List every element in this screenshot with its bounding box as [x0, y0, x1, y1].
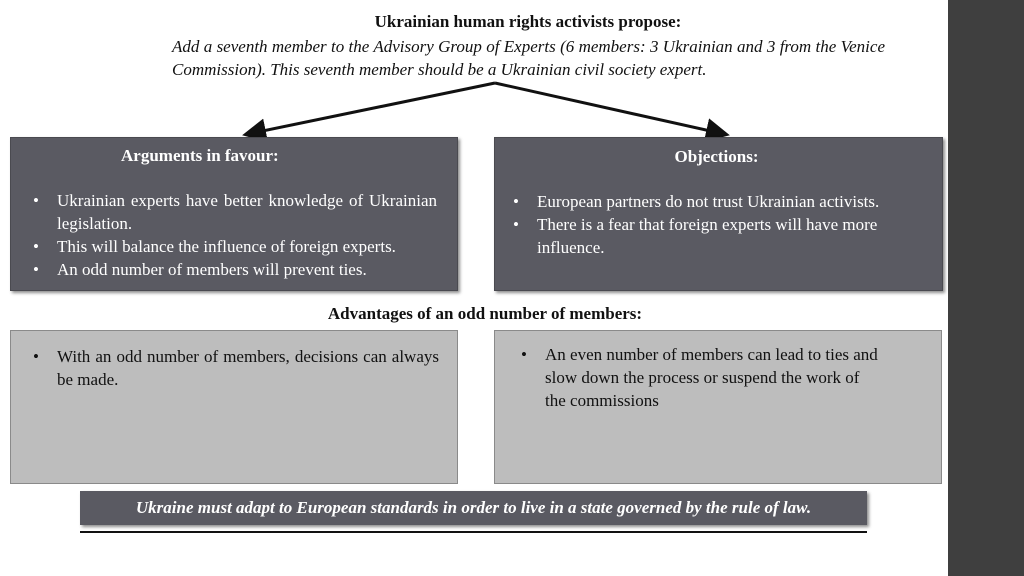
list-item: • European partners do not trust Ukrainian activists. [505, 190, 928, 213]
objections-title: Objections: [674, 147, 759, 166]
arrow-to-objections [495, 83, 724, 134]
advantages-left-box [10, 330, 458, 484]
list-item: • With an odd number of members, decisions can always be made. [25, 345, 439, 391]
conclusion-banner [80, 491, 867, 525]
list-item: • This will balance the influence of foreign experts. [25, 235, 437, 258]
branch-arrows [0, 0, 948, 140]
conclusion-text: Ukraine must adapt to European standards in order to live in a state governed by the rule of law. [135, 498, 812, 517]
advantages-right-list [513, 343, 881, 412]
conclusion-underline [80, 531, 867, 533]
favour-title: Arguments in favour: [121, 146, 279, 165]
proposal-title: Ukrainian human rights activists propose: [374, 12, 682, 31]
list-item: • An even number of members can lead to ties and slow down the process or suspend the work of the commissions [513, 343, 881, 412]
right-sidebar-bar [948, 0, 1024, 576]
advantages-right-box [494, 330, 942, 484]
list-item: • Ukrainian experts have better knowledge of Ukrainian legislation. [25, 189, 437, 235]
list-item: • There is a fear that foreign experts will have more influence. [505, 213, 928, 259]
list-item: • An odd number of members will prevent ties. [25, 258, 437, 281]
advantages-left-list [25, 345, 439, 391]
favour-list [25, 189, 437, 281]
advantages-title: Advantages of an odd number of members: [327, 304, 643, 323]
favour-box [10, 137, 458, 291]
objections-box [494, 137, 943, 291]
proposal-text: Add a seventh member to the Advisory Group of Experts (6 members: 3 Ukrainian and 3 from the Venice Commission). This seventh member should be a Ukrainian civil society expert. [172, 37, 885, 79]
arrow-to-favour [248, 83, 495, 134]
objections-list [505, 190, 928, 259]
